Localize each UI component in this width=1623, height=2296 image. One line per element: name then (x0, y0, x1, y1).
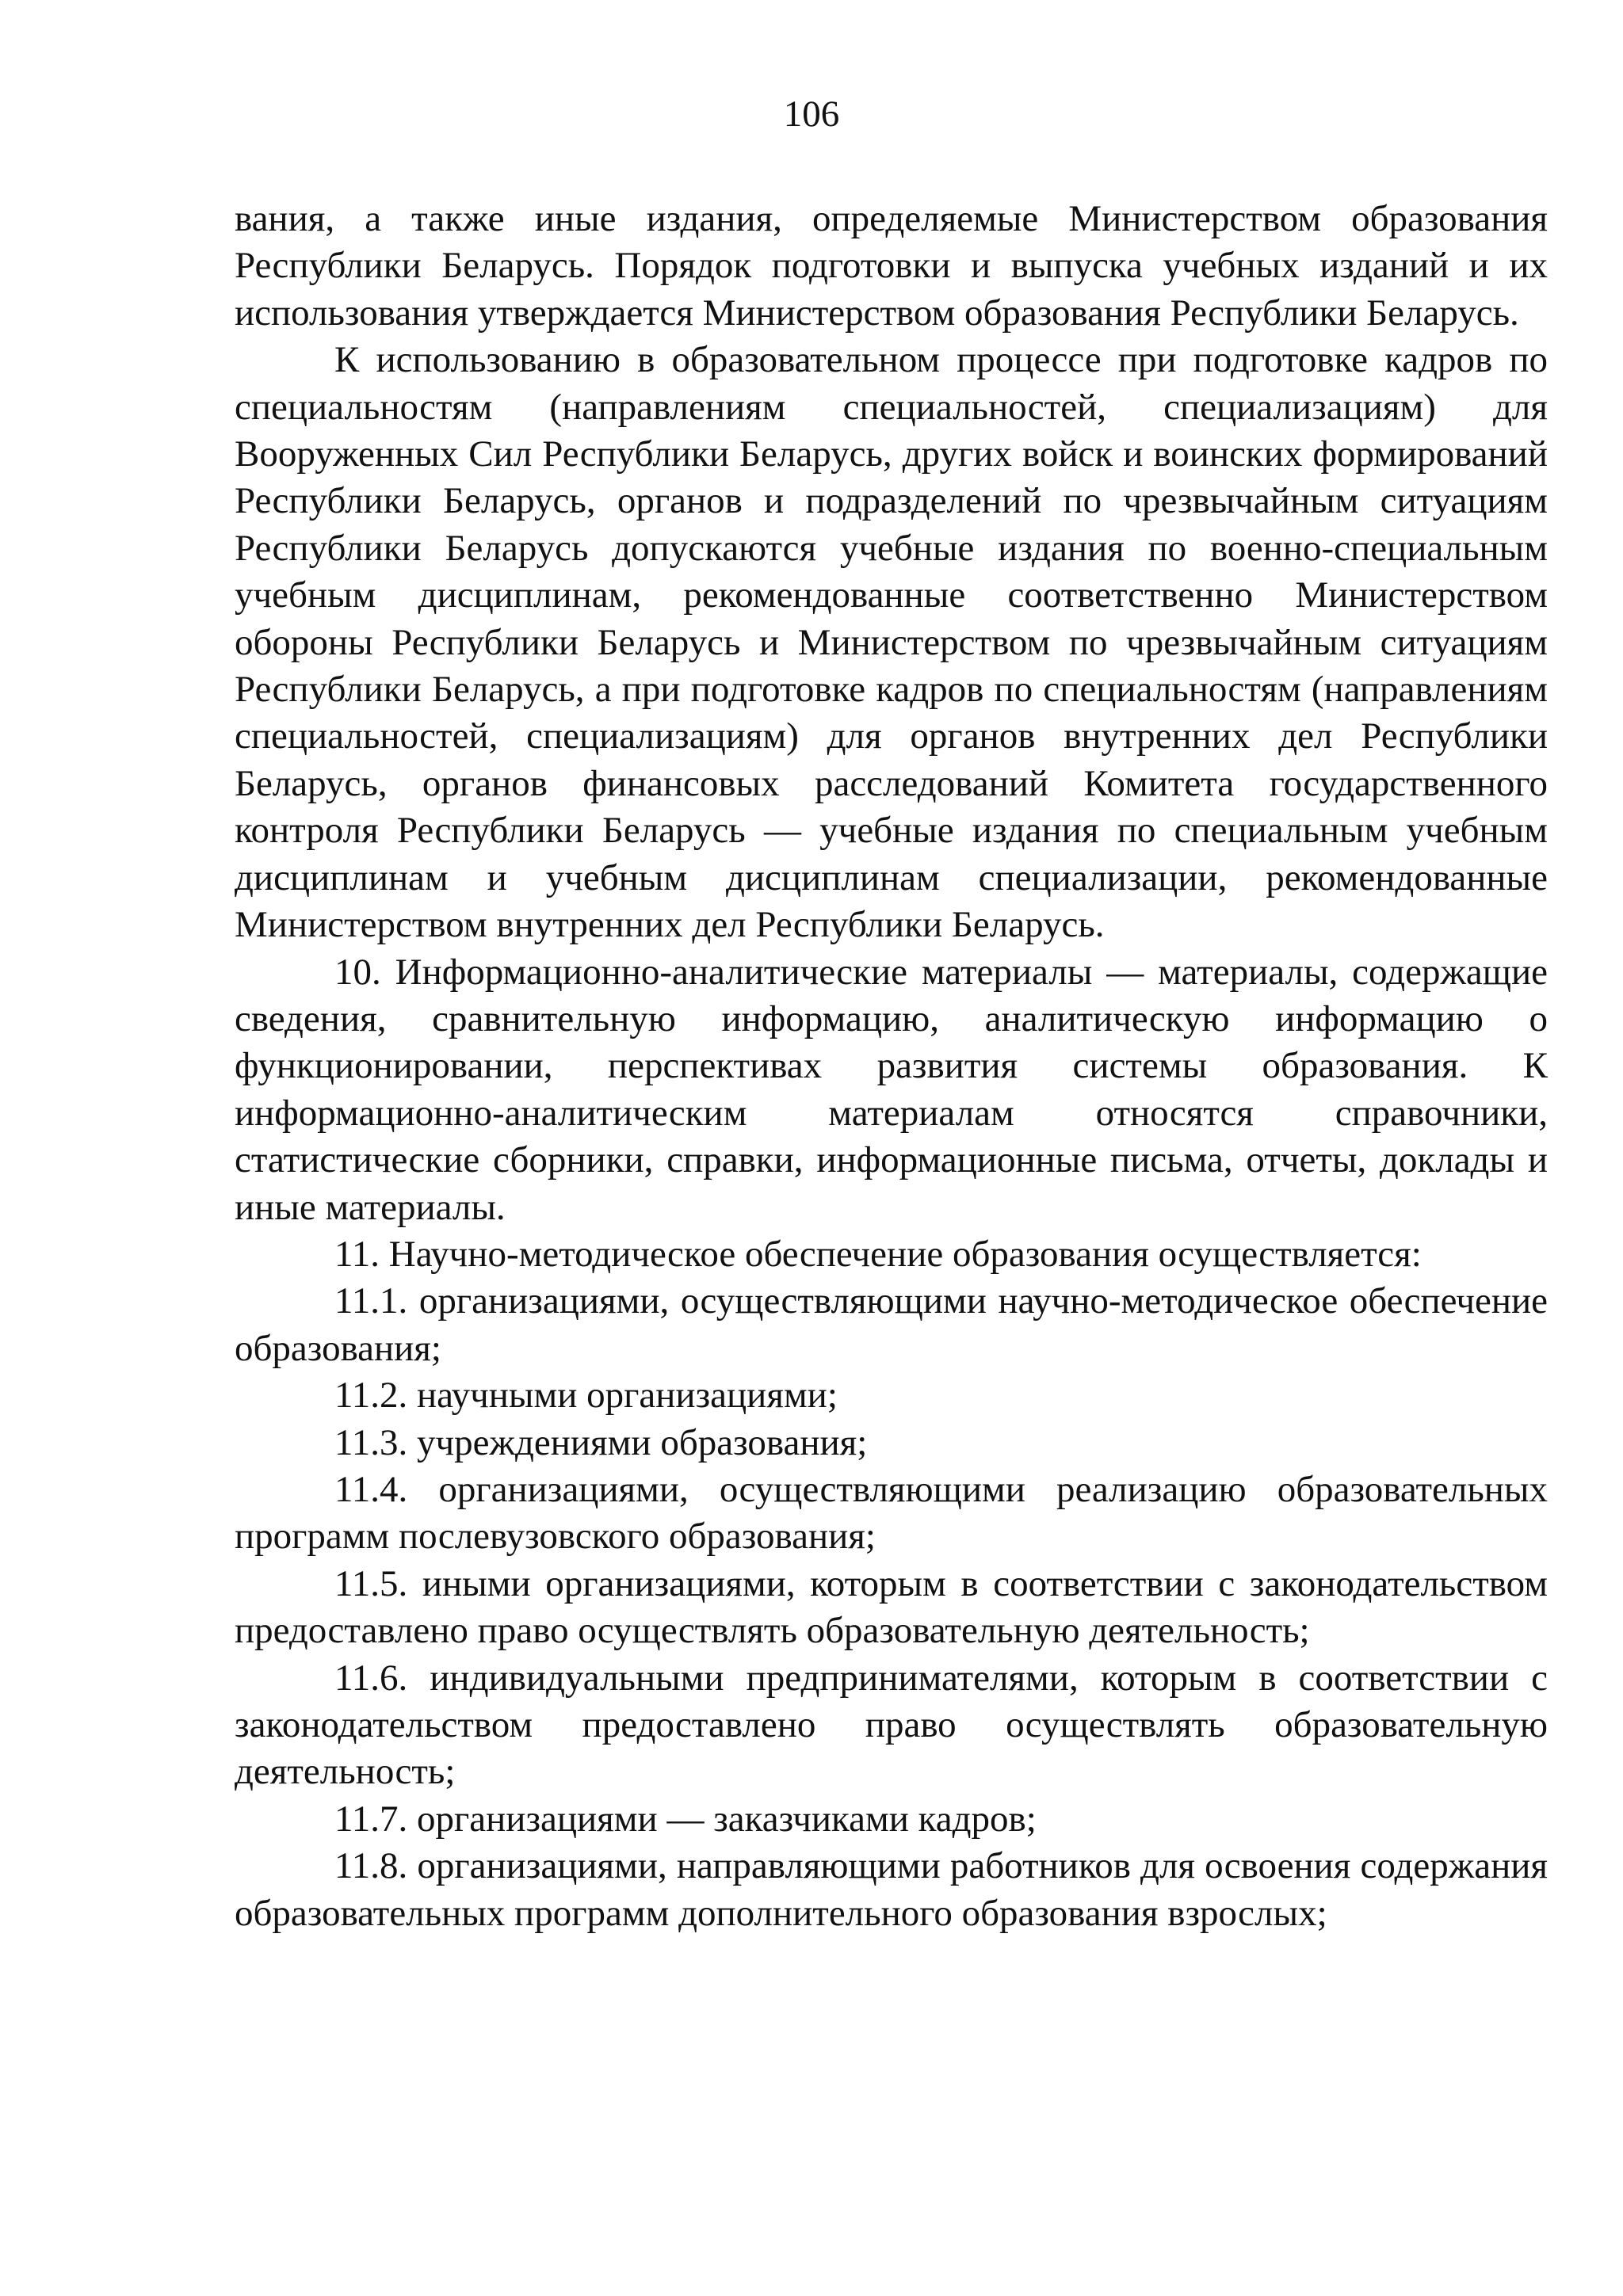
paragraph-item-11-5: 11.5. иными организациями, которым в соответствии с законодательством предоставлено право осуществлять образовательную деятельность; (235, 1562, 1548, 1652)
paragraph-item-11-7: 11.7. организациями — заказчиками кадров; (334, 1798, 1037, 1840)
paragraph-item-11-8: 11.8. организациями, направляющими работников для освоения содержания образовательных программ дополнительного образования взрослых; (235, 1845, 1548, 1934)
paragraph-item-11-1: 11.1. организациями, осуществляющими научно-методическое обеспечение образования; (235, 1280, 1548, 1369)
paragraph-item-11-4: 11.4. организациями, осуществляющими реализацию образовательных программ послевузовского образования; (235, 1468, 1548, 1558)
paragraph-item-11-3: 11.3. учреждениями образования; (334, 1421, 868, 1463)
paragraph-item-11: 11. Научно-методическое обеспечение образования осуществляется: (334, 1233, 1422, 1275)
paragraph-item-11-2: 11.2. научными организациями; (334, 1375, 838, 1417)
document-body (235, 196, 1548, 1937)
paragraph-item-10: 10. Информационно-аналитические материалы — материалы, содержащие сведения, сравнительную информацию, аналитическую информацию о функционировании, перспективах развития системы образования. К информационно-аналитическим материалам относятся справочники, статистические сборники, справки, информационные письма, отчеты, доклады и иные материалы. (235, 951, 1548, 1228)
paragraph-military-textbooks: К использованию в образовательном процессе при подготовке кадров по специальностям (направлениям специальностей, специализациям) для Вооруженных Сил Республики Беларусь, других войск и воинских формирований Республики Беларусь, органов и подразделений по чрезвычайным ситуациям Республики Беларусь допускаются учебные издания по военно-специальным учебным дисциплинам, рекомендованные соответственно Министерством обороны Республики Беларусь и Министерством по чрезвычайным ситуациям Республики Беларусь, а при подготовке кадров по специальностям (направлениям специальностей, специализациям) для органов внутренних дел Республики Беларусь, органов финансовых расследований Комитета государственного контроля Республики Беларусь — учебные издания по специальным учебным дисциплинам и учебным дисциплинам специализации, рекомендованные Министерством внутренних дел Республики Беларусь. (235, 339, 1548, 946)
paragraph-item-11-6: 11.6. индивидуальными предпринимателями, которым в соответствии с законодательством предоставлено право осуществлять образовательную деятельность; (235, 1657, 1548, 1793)
page-number: 106 (783, 93, 840, 135)
paragraph-continuation: вания, а также иные издания, определяемые Министерством образования Республики Беларусь. Порядок подготовки и выпуска учебных изданий и их использования утверждается Министерством образования Республики Беларусь. (235, 198, 1548, 334)
